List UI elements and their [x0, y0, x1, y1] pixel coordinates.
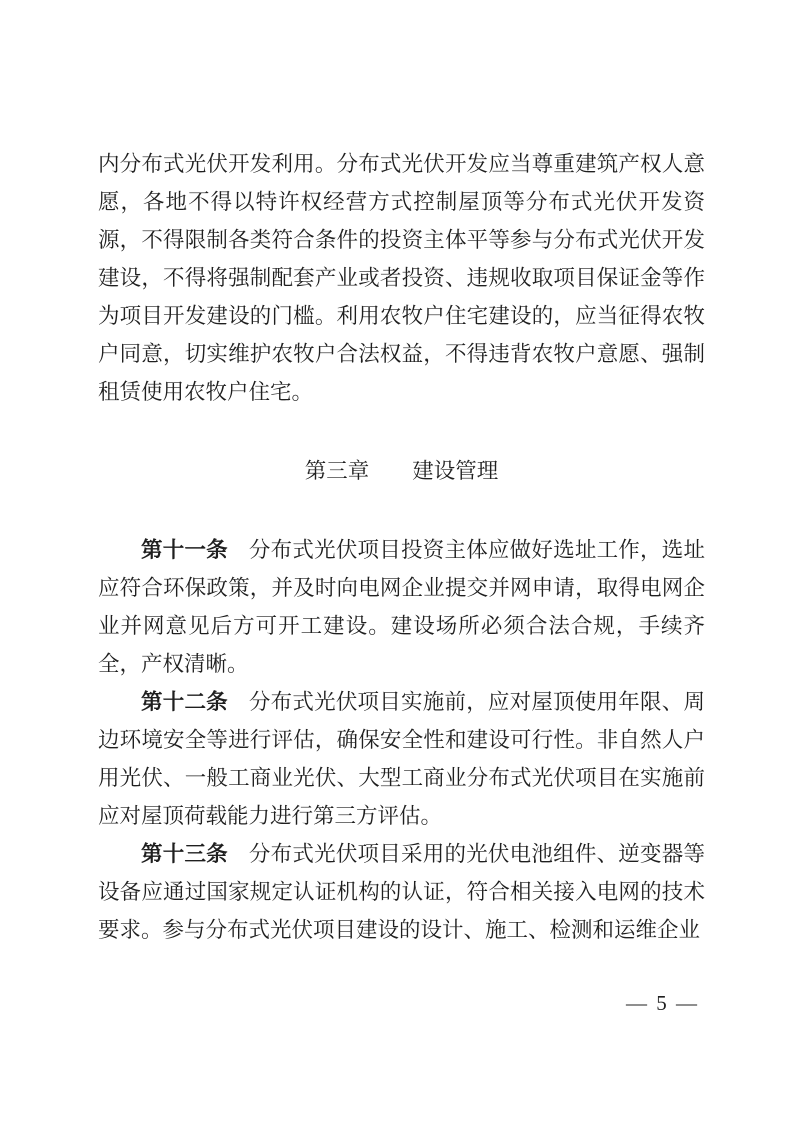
article-12-paragraph — [98, 683, 705, 835]
article-11-text: 分布式光伏项目投资主体应做好选址工作，选址应符合环保政策，并及时向电网企业提交并网申请，取得电网企业并网意见后方可开工建设。建设场所必须合法合规，手续齐全，产权清晰。 — [98, 538, 705, 676]
page-number: — 5 — — [626, 991, 699, 1015]
article-13-paragraph — [98, 835, 705, 949]
article-12-number: 第十二条 — [141, 690, 228, 714]
chapter-heading: 第三章 建设管理 — [304, 459, 499, 483]
article-13-text: 分布式光伏项目采用的光伏电池组件、逆变器等设备应通过国家规定认证机构的认证，符合相关接入电网的技术要求。参与分布式光伏项目建设的设计、施工、检测和运维企业 — [98, 842, 705, 942]
article-12-text: 分布式光伏项目实施前，应对屋顶使用年限、周边环境安全等进行评估，确保安全性和建设可行性。非自然人户用光伏、一般工商业光伏、大型工商业分布式光伏项目在实施前应对屋顶荷载能力进行第三方评估。 — [98, 690, 705, 828]
article-11-number: 第十一条 — [141, 538, 228, 562]
article-13-number: 第十三条 — [141, 842, 228, 866]
intro-paragraph: 内分布式光伏开发利用。分布式光伏开发应当尊重建筑产权人意愿，各地不得以特许权经营方式控制屋顶等分布式光伏开发资源，不得限制各类符合条件的投资主体平等参与分布式光伏开发建设，不得将强制配套产业或者投资、违规收取项目保证金等作为项目开发建设的门槛。利用农牧户住宅建设的，应当征得农牧户同意，切实维护农牧户合法权益，不得违背农牧户意愿、强制租赁使用农牧户住宅。 — [98, 152, 705, 404]
page-content — [98, 145, 705, 949]
article-11-paragraph — [98, 531, 705, 683]
